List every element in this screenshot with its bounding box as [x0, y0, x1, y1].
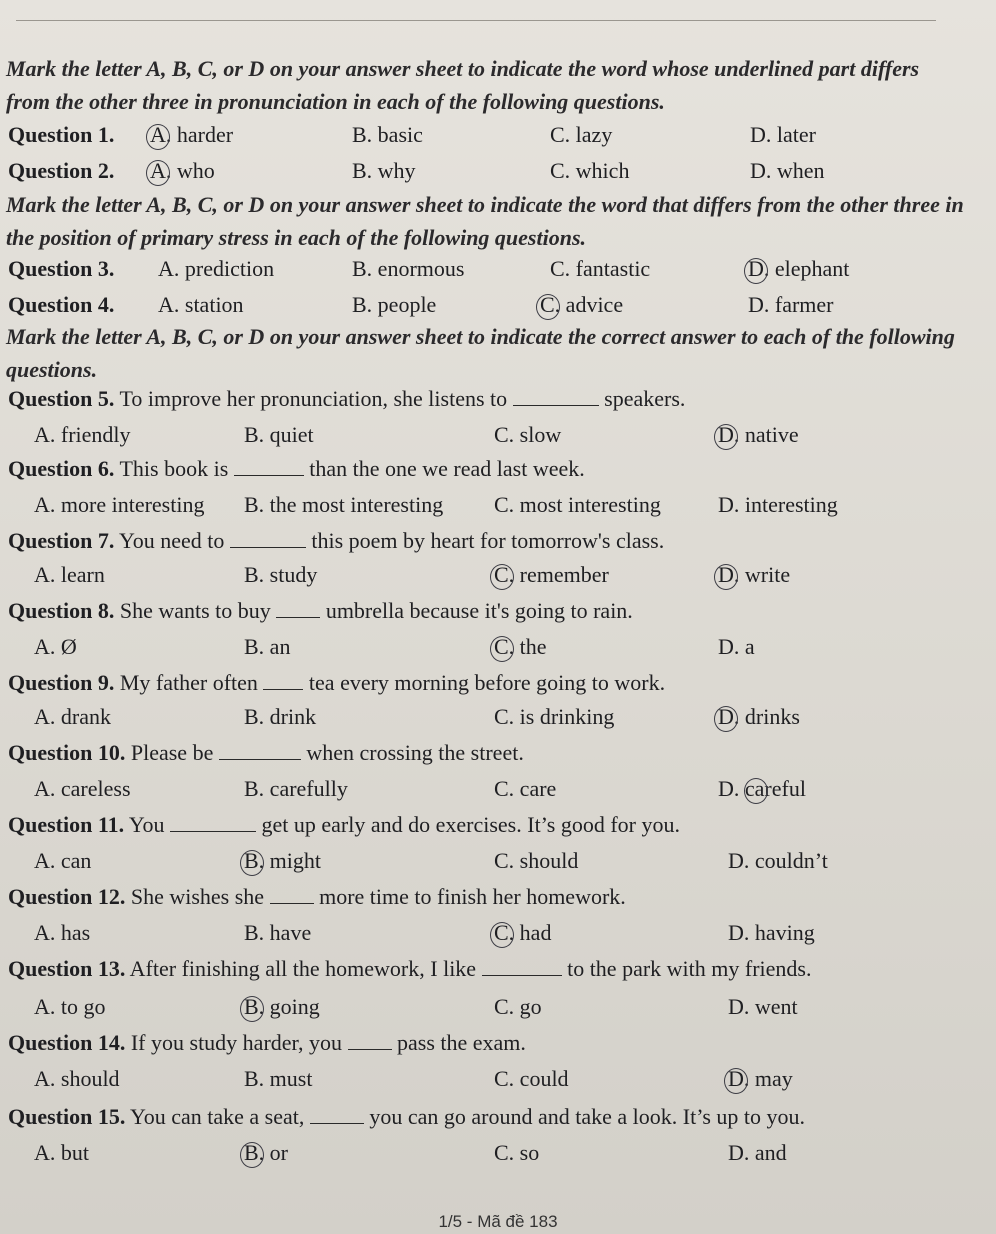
answer-circle: [714, 564, 738, 590]
question-9-stem: [0, 670, 990, 704]
question-14-stem: [0, 1030, 990, 1064]
option-a[interactable]: A. Ø: [34, 634, 77, 659]
question-label: Question 2.: [8, 158, 115, 183]
option-a[interactable]: A. prediction: [158, 256, 275, 281]
option-d[interactable]: D. careful: [718, 776, 806, 802]
option-c[interactable]: C. remember: [494, 562, 609, 588]
option-c[interactable]: C. which: [550, 158, 630, 183]
question-5-options: [0, 422, 990, 456]
question-8-options: [0, 634, 990, 668]
option-b[interactable]: B. have: [244, 920, 312, 945]
option-b[interactable]: B. or: [244, 1140, 288, 1166]
option-c[interactable]: C. advice: [540, 292, 623, 318]
question-label: Question 1.: [8, 122, 115, 147]
option-b[interactable]: B. drink: [244, 704, 317, 729]
option-c[interactable]: C. is drinking: [494, 704, 615, 729]
question-10-stem: [0, 740, 990, 774]
instruction-correct-answer: Mark the letter A, B, C, or D on your answer sheet to indicate the correct answer to each of the following questions.: [6, 324, 955, 382]
answer-circle: [490, 564, 514, 590]
question-12-stem: [0, 884, 990, 918]
question-stem: Question 8. She wants to buy umbrella because it's going to rain.: [8, 598, 633, 623]
answer-blank[interactable]: [276, 599, 320, 618]
question-5-stem: [0, 386, 990, 420]
option-a[interactable]: A. friendly: [34, 422, 131, 447]
option-d[interactable]: D. may: [728, 1066, 793, 1092]
answer-circle: [240, 1142, 264, 1168]
option-a[interactable]: A. drank: [34, 704, 111, 729]
option-b[interactable]: B. going: [244, 994, 320, 1020]
option-d[interactable]: D. went: [728, 994, 798, 1019]
option-d[interactable]: D. write: [718, 562, 790, 588]
option-c[interactable]: C. go: [494, 994, 542, 1019]
option-a[interactable]: A. learn: [34, 562, 105, 587]
question-13-stem: [0, 956, 990, 990]
option-c[interactable]: C. lazy: [550, 122, 613, 147]
option-c[interactable]: C. so: [494, 1140, 540, 1165]
question-6-stem: [0, 456, 990, 490]
answer-blank[interactable]: [219, 741, 301, 760]
page-footer: 1/5 - Mã đề 183: [438, 1212, 558, 1231]
option-a[interactable]: A. station: [158, 292, 244, 317]
question-stem: Question 7. You need to this poem by heart for tomorrow's class.: [8, 528, 665, 553]
option-b[interactable]: B. an: [244, 634, 291, 659]
option-d[interactable]: D. when: [750, 158, 825, 183]
option-d[interactable]: D. elephant: [748, 256, 849, 282]
option-a[interactable]: A. can: [34, 848, 92, 873]
option-d[interactable]: D. a: [718, 634, 755, 659]
option-b[interactable]: B. enormous: [352, 256, 465, 281]
option-c[interactable]: C. could: [494, 1066, 569, 1091]
answer-circle: [240, 996, 264, 1022]
answer-blank[interactable]: [263, 671, 303, 690]
question-3: [0, 256, 990, 290]
instruction-pronunciation: Mark the letter A, B, C, or D on your answer sheet to indicate the word whose underlined part differs from the other three in pronunciation in each of the following questions.: [6, 56, 920, 114]
option-b[interactable]: B. quiet: [244, 422, 314, 447]
option-c[interactable]: C. most interesting: [494, 492, 661, 517]
question-2: [0, 158, 990, 192]
question-stem: Question 5. To improve her pronunciation, she listens to speakers.: [8, 386, 686, 411]
question-6-options: [0, 492, 990, 526]
option-a[interactable]: A. to go: [34, 994, 106, 1019]
question-14-options: [0, 1066, 990, 1100]
question-stem: Question 6. This book is than the one we read last week.: [8, 456, 585, 481]
option-b[interactable]: B. study: [244, 562, 318, 587]
top-rule: [16, 20, 936, 21]
option-a[interactable]: A. but: [34, 1140, 89, 1165]
option-d[interactable]: D. farmer: [748, 292, 834, 317]
question-8-stem: [0, 598, 990, 632]
option-c[interactable]: C. care: [494, 776, 557, 801]
answer-circle: [744, 778, 768, 804]
option-a[interactable]: A. harder: [150, 122, 233, 148]
option-c[interactable]: C. should: [494, 848, 579, 873]
option-c[interactable]: C. the: [494, 634, 547, 660]
question-13-options: [0, 994, 990, 1028]
answer-blank[interactable]: [270, 885, 314, 904]
option-d[interactable]: D. couldn’t: [728, 848, 828, 873]
answer-circle: [240, 850, 264, 876]
option-d[interactable]: D. having: [728, 920, 815, 945]
answer-circle: [146, 124, 170, 150]
question-stem: Question 11. You get up early and do exercises. It’s good for you.: [8, 812, 681, 837]
option-a[interactable]: A. careless: [34, 776, 131, 801]
question-7-options: [0, 562, 990, 596]
answer-blank[interactable]: [348, 1031, 392, 1050]
answer-circle: [714, 706, 738, 732]
answer-circle: [490, 636, 514, 662]
option-c[interactable]: C. fantastic: [550, 256, 651, 281]
question-15-stem: [0, 1104, 990, 1138]
question-11-options: [0, 848, 990, 882]
option-b[interactable]: B. why: [352, 158, 416, 183]
option-b[interactable]: B. carefully: [244, 776, 348, 801]
option-b[interactable]: B. people: [352, 292, 437, 317]
answer-circle: [724, 1068, 748, 1094]
question-9-options: [0, 704, 990, 738]
answer-blank[interactable]: [230, 529, 306, 548]
answer-blank[interactable]: [482, 957, 562, 976]
answer-blank[interactable]: [513, 387, 599, 406]
option-a[interactable]: A. more interesting: [34, 492, 205, 517]
question-stem: Question 14. If you study harder, you pass the exam.: [8, 1030, 526, 1055]
answer-blank[interactable]: [310, 1105, 364, 1124]
option-b[interactable]: B. might: [244, 848, 321, 874]
option-d[interactable]: D. interesting: [718, 492, 838, 517]
option-d[interactable]: D. drinks: [718, 704, 800, 730]
answer-circle: [714, 424, 738, 450]
question-7-stem: [0, 528, 990, 562]
question-1: [0, 122, 990, 156]
option-d[interactable]: D. later: [750, 122, 816, 147]
question-stem: Question 13. After finishing all the homework, I like to the park with my friends.: [8, 956, 812, 981]
question-stem: Question 10. Please be when crossing the street.: [8, 740, 524, 765]
option-a[interactable]: A. who: [150, 158, 215, 184]
question-10-options: [0, 776, 990, 810]
answer-circle: [744, 258, 768, 284]
answer-circle: [490, 922, 514, 948]
option-c[interactable]: C. had: [494, 920, 551, 946]
option-b[interactable]: B. basic: [352, 122, 423, 147]
question-15-options: [0, 1140, 990, 1174]
option-d[interactable]: D. and: [728, 1140, 787, 1165]
instruction-stress: Mark the letter A, B, C, or D on your answer sheet to indicate the word that differs from the other three in the position of primary stress in each of the following questions.: [6, 192, 964, 250]
option-a[interactable]: A. has: [34, 920, 91, 945]
option-a[interactable]: A. should: [34, 1066, 120, 1091]
question-stem: Question 12. She wishes she more time to finish her homework.: [8, 884, 626, 909]
option-c[interactable]: C. slow: [494, 422, 562, 447]
question-label: Question 3.: [8, 256, 115, 281]
option-d[interactable]: D. native: [718, 422, 799, 448]
option-b[interactable]: B. the most interesting: [244, 492, 444, 517]
question-11-stem: [0, 812, 990, 846]
answer-circle: [146, 160, 170, 186]
answer-blank[interactable]: [170, 813, 256, 832]
option-b[interactable]: B. must: [244, 1066, 313, 1091]
question-label: Question 4.: [8, 292, 115, 317]
answer-blank[interactable]: [234, 457, 304, 476]
question-stem: Question 9. My father often tea every morning before going to work.: [8, 670, 666, 695]
question-12-options: [0, 920, 990, 954]
answer-circle: [536, 294, 560, 320]
question-stem: Question 15. You can take a seat, you can go around and take a look. It’s up to you.: [8, 1104, 806, 1129]
